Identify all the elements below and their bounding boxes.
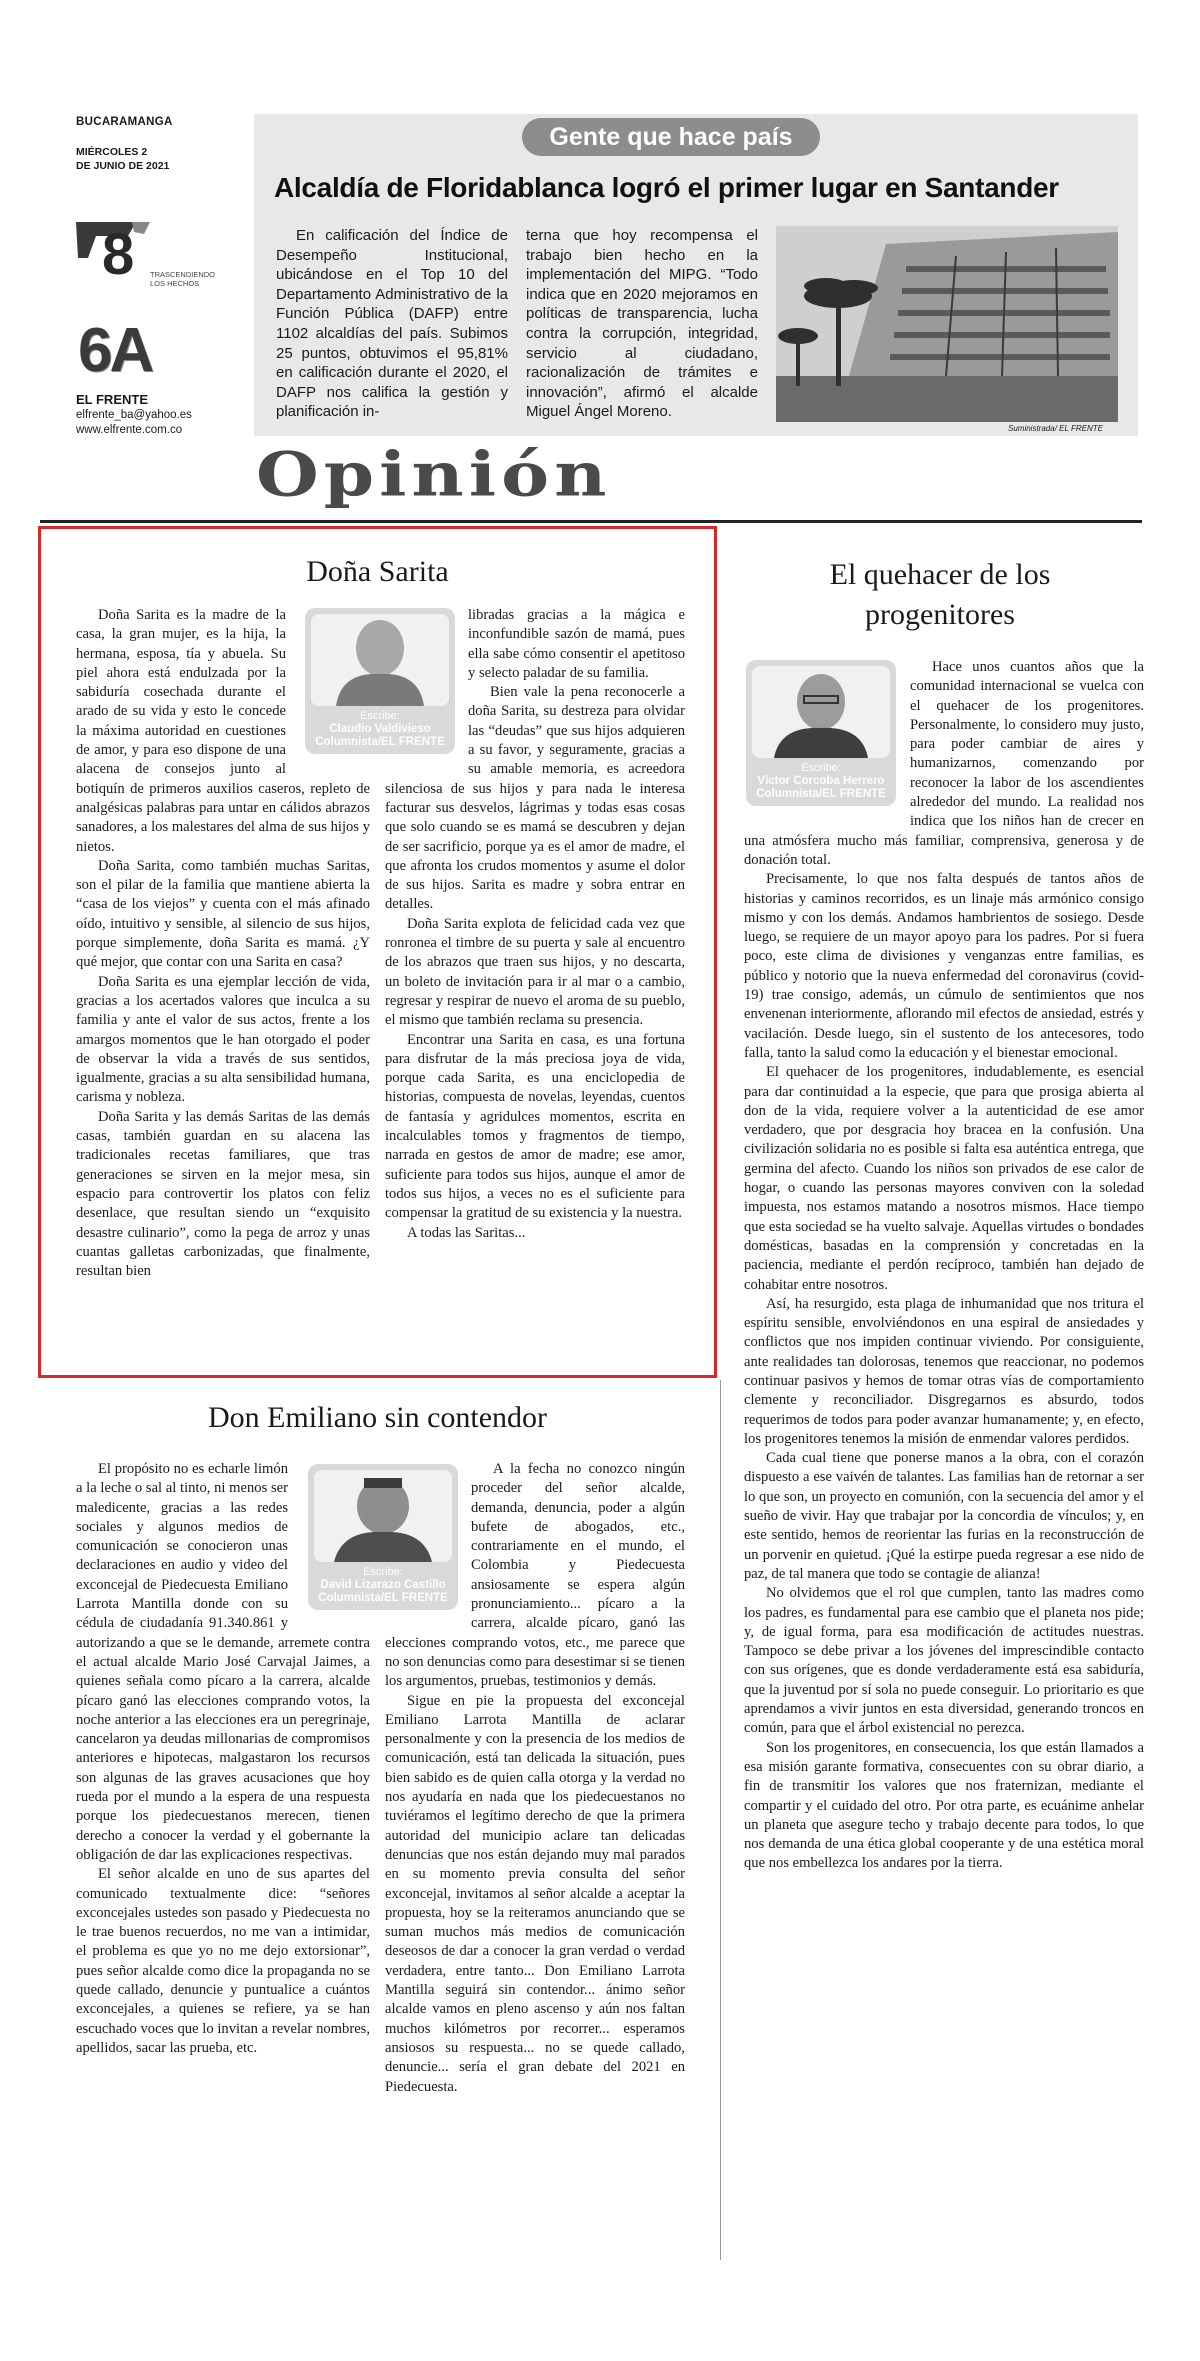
author-name: David Lizarazo Castillo	[320, 1579, 446, 1591]
article-title-sarita[interactable]: Doña Sarita	[306, 555, 449, 588]
building-photo-icon	[776, 226, 1118, 422]
sarita-left-column	[76, 606, 370, 1281]
column-divider	[720, 1380, 721, 2260]
photo-credit: Suministrada/ EL FRENTE	[1008, 424, 1103, 433]
section-label-pill	[522, 118, 820, 156]
section-label-text: Gente que hace país	[549, 123, 793, 151]
paragraph: A todas las Saritas...	[407, 1224, 526, 1241]
byline-writes: Escribe:	[363, 1566, 403, 1578]
paragraph: El señor alcalde en uno de sus apartes del comunicado textualmente dice: “señores exconcejales ustedes son pasado y Piedecuesta no le trae buenos recuerdos, no me van a intimidar, el problema es que yo no me dejo extorsionar”, pues señor alcalde como dice la propaganda no se quede callado, denuncie y puntualice a cuántos exconcejales, a quienes se refiere, ya se han escuchado voces que lo invitan a revelar nombres, apellidos, sacar las prueba, etc.	[76, 1866, 370, 2056]
top-story-photo	[776, 226, 1118, 422]
paragraph: Son los progenitores, en consecuencia, los que están llamados a esa misión garante formativa, consecuentes con su obrar diario, a fin de transmitir los valores que nos fraternizan, mediante el compartir y el cuidado del otro. Por otra parte, es ecuánime anhelar un planeta que asegure techo y trabajo decente para todos, lo que nos demanda de una ética global cooperante y de una estética moral que nos embellezca los andares por la tierra.	[744, 1739, 1144, 1872]
author-role: Columnista/EL FRENTE	[315, 736, 445, 748]
author-name: Víctor Corcoba Herrero	[757, 775, 885, 787]
author-role: Columnista/EL FRENTE	[318, 1592, 448, 1604]
section-title: Opinión	[256, 437, 612, 510]
article-title-emiliano[interactable]: Don Emiliano sin contendor	[207, 1401, 548, 1434]
paragraph: Así, ha resurgido, esta plaga de inhumanidad que nos tritura el espíritu sensible, envolviéndonos en una espiral de ansiedades y conflictos que nos impiden continuar viviendo. Por consiguiente, ante realidades tan dolorosas, tenemos que reaccionar, no podemos continuar pasivos y hemos de tomar otras vías de comportamiento clemente y reconciliador. Disgregarnos es absurdo, todos requerimos de todos para poder avanzar humanamente; y, en efecto, los progenitores tenemos la misión de enmendar valores perdidos.	[744, 1295, 1144, 1447]
page-number: 6A	[78, 316, 152, 385]
paragraph: libradas gracias a la mágica e inconfundible sazón de mamá, pues ella sabe cómo consentir el apetitoso y selecto paladar de su familia.	[468, 607, 685, 681]
masthead-date-line1: MIÉRCOLES 2	[76, 146, 148, 158]
sarita-right-column	[385, 606, 685, 1243]
paragraph: Sigue en pie la propuesta del exconcejal Emiliano Larrota Mantilla de aclarar personalmente y con la presencia de los medios de comunicación, está tan delicada la situación, pues bien sabido es de quien calla otorga y la verdad no nos ayudaría en nada que los piedecuestanos no tuviéramos el legítimo derecho de que la primera autoridad del municipio aclare tan delicadas denuncias que nos están dejando muy mal parados en su momento previa consulta del señor exconcejal, invitamos al señor alcalde a aceptar la propuesta, hoy se la reiteramos anunciando que se suman muchos más medios de comunicación deseosos de dar a conocer la gran verdad o verdad verdadera, entre tanto... Don Emiliano Larrota Mantilla seguirá sin contendor... ánimo señor alcalde vamos en pleno ascenso y aún nos faltan muchos kilómetros por recorrer... esperamos ansiosos su respuesta... no se quede callado, denuncie... sería el gran debate del 2021 en Piedecuesta.	[385, 1692, 685, 2095]
top-story-col1: En calificación del Índice de Desempeño Institucional, ubicándose en el Top 10 del Departamento Administrativo de la Función Pública (DAFP) entre 1102 alcaldías del país. Subimos 25 puntos, obtuvimos el 95,81% en calificación durante el 2020, el DAFP nos califica la gestión y planificación in-	[276, 227, 508, 421]
top-story-col2: terna que hoy recompensa el trabajo bien hecho en la implementación del MIPG. “Todo indica que en 2020 mejoramos en políticas de transparencia, lucha contra la corrupción, integridad, servicio al ciudadano, racionalización de trámites e innovación”, afirmó el alcalde Miguel Ángel Moreno.	[526, 227, 758, 421]
emiliano-left-column	[76, 1460, 370, 2058]
title-line: El quehacer de los	[829, 558, 1051, 591]
svg-text:8: 8	[102, 222, 135, 287]
masthead-city: BUCARAMANGA	[76, 116, 173, 128]
author-role: Columnista/EL FRENTE	[756, 788, 886, 800]
masthead-date-line2: DE JUNIO DE 2021	[76, 160, 170, 172]
paragraph: Doña Sarita es la madre de la casa, la gran mujer, es la hija, la hermana, esposa, tía y abuela. Su piel ahora está endulzada por la sabiduría cosechada durante el arado de su vida y esto le concede la máxima autoridad en cuestiones de amor, y para eso dispone de una alacena de consejos junto al botiquín de primeros auxilios caseros, repleto de analgésicas palabras para untar en cálidos abrazos sanadores, a los malestares del alma de sus hijos y nietos.	[76, 607, 370, 855]
paragraph: Doña Sarita y las demás Saritas de las demás casas, también guardan en su alacena las tradicionales recetas familiares, que tras generaciones se sirven en la mejor mesa, sin espacio para controvertir los platos con feliz desenlace, que resultan siendo un “exquisito desastre culinario”, como la pega de arroz y unas cuantas galletas carbonizadas, que finalmente, resultan bien	[76, 1108, 370, 1280]
paragraph: Encontrar una Sarita en casa, es una fortuna para disfrutar de la más preciosa joya de vida, porque cada Sarita, es una enciclopedia de historias, compuesta de novelas, leyendas, cuentos de fantasía y agridulces momentos, escrita en incalculables tomos y fragmentos de tiempo, narrada en gestos de amor de madre; ese amor, suficiente para todos sus hijos, aunque el amor de todos sus hijos, a veces no es el suficiente para compensar la gratitud de su existencia y la nuestra.	[385, 1031, 685, 1222]
title-line: progenitores	[865, 598, 1015, 631]
byline-writes: Escribe:	[360, 710, 400, 722]
paragraph: El propósito no es echarle limón a la leche o sal al tinto, ni menos ser maledicente, gracias a las redes sociales y algunos medios de comunicación se conocieron unas declaraciones en audio y video del exconcejal de Piedecuesta Emiliano Larrota Mantilla donde con su cédula de ciudadanía 91.340.861 y autorizando a que se le demande, arremete contra el actual alcalde Mario José Carvajal Jaimes, a quienes señala como pícaro a la carrera, alcalde pícaro ganó las elecciones comprando votos, la noche anterior a las elecciones era un peregrinaje, cancelaron ya deudas millonarias de compromisos anteriores e hipotecas, malgastaron los recursos son algunas de las graves acusaciones que hoy rueda por el mundo a la espera de una respuesta porque los piedecuestanos merecen, tienen derecho a conocer la verdad y el gobernante la obligación de dar las explicaciones respectivas.	[76, 1461, 370, 1863]
logo-tagline: TRASCENDIENDO LOS HECHOS	[150, 270, 216, 288]
paragraph: Doña Sarita explota de felicidad cada vez que ronronea el timbre de su puerta y sale al encuentro de los abrazos que traen sus hijos, y no descarta, un boleto de invitación para ir al mar o a cambio, regresar y respirar de nuevo el aroma de su pueblo, el mismo que también reclama su presencia.	[385, 915, 685, 1029]
paragraph: A la fecha no conozco ningún proceder del señor alcalde, demanda, denuncia, poder a algún bufete de abogados, etc., contrariamente en el mundo, el Colombia y Piedecuesta ansiosamente se espera algún pronunciamiento... pícaro a la carrera, alcalde pícaro, ganó las elecciones comprando votos, etc., me parece que no son denuncias como para desestimar si se tienen los argumentos, pruebas, testimonios y demás.	[385, 1461, 685, 1690]
emiliano-right-column	[385, 1460, 685, 2097]
top-story-headline[interactable]: Alcaldía de Floridablanca logró el primer lugar en Santander	[274, 172, 1059, 203]
contact-email[interactable]: elfrente_ba@yahoo.es	[76, 409, 192, 421]
paragraph: Doña Sarita, como también muchas Saritas, son el pilar de la familia que mantiene abierta la “casa de los viejos” y cuenta con el más afinado oído, intuitivo y sensible, al silencio de sus hijos, porque simplemente, doña Sarita es mamá. ¿Y qué mejor, que contar con una Sarita en casa?	[76, 857, 370, 971]
paragraph: Bien vale la pena reconocerle a doña Sarita, su destreza para olvidar las “deudas” que sus hijos adquieren a su favor, y seguramente, gracias a su amable memoria, es acreedora silenciosa de sus hijos y para nada le interesa facturar sus desvelos, lágrimas y todas esas cosas que solo cuando se es mamá se descubren y dejan de ser sacrificio, porque ya es el amor de madre, el que afronta los crudos momentos y asume el dolor de sus hijos. Sarita es madre y sobra entrar en detalles.	[385, 684, 685, 913]
paragraph: Precisamente, lo que nos falta después de tantos años de historias y caminos recorridos, es un linaje más armónico consigo mismo y con los demás. Andamos hambrientos de sosiego. Desde luego, se requiere de un mayor apoyo para los padres. Por si fuera poco, este clima de divisiones y venganzas entre familias, es público y notorio que la nueva enfermedad del coronavirus (covid-19) trae consigo, además, un cúmulo de sentimientos que nos envenenan interiormente, aflorando mil efectos de ansiedad, estrés y vacilación. Desde luego, sin el sustento de los antecesores, todo falla, tanto la salud como la educación y el bienestar emocional.	[744, 871, 1144, 1061]
paragraph: Cada cual tiene que ponerse manos a la obra, con el corazón dispuesto a ese vaivén de talantes. Las familias han de retornar a ser lo que son, un proyecto en comunión, con la secuencia del amor y el sueño de vivir. Hay que trabajar por la concordia de vínculos; y, en este sentido, hemos de reorientar las furias en la reconstrucción de un porvenir en quietud. ¡Qué la estirpe pueda regresar a ese nido de paz, de tal manera que todo se contagie de alianza!	[744, 1450, 1144, 1582]
section-rule	[40, 520, 1142, 523]
author-name: Claudio Valdivieso	[329, 723, 431, 735]
paragraph: Doña Sarita es una ejemplar lección de vida, gracias a los acertados valores que inculca a su familia y ante el valor de sus actos, frente a los amargos momentos que le han otorgado el poder de observar la vida a través de sus sentidos, igualmente, gracias a su alta sensibilidad humana, carisma y nobleza.	[76, 973, 370, 1106]
paragraph: Hace unos cuantos años que la comunidad internacional se vuelca con el quehacer de los progenitores. Personalmente, lo considero muy justo, para poder cambiar de aires y humanizarnos, comenzando por reconocer la labor de los ascendientes alrededor del mundo. La realidad nos indica que los niños han de crecer en una atmósfera mucho más familiar, comprensiva, generosa y de donación total.	[744, 659, 1144, 868]
website-link[interactable]: www.elfrente.com.co	[76, 424, 183, 436]
progenitores-column	[744, 658, 1144, 1874]
paper-name: EL FRENTE	[76, 392, 148, 407]
paragraph: No olvidemos que el rol que cumplen, tanto las madres como los padres, es fundamental para ese cambio que el planeta nos pide; y, de igual forma, para esa modificación de actitudes nuestras. Tampoco se debe privar a los jóvenes del imprescindible contacto con sus orígenes, que es donde verdaderamente está esa sabiduría, que la juventud por sí sola no puede conseguir. Lo prioritario es que aprendamos a vivir juntos en esta diversidad, generando troncos en común, para que el árbol existencial no perezca.	[744, 1585, 1144, 1737]
byline-writes: Escribe:	[801, 762, 841, 774]
paragraph: El quehacer de los progenitores, indudablemente, es esencial para dar continuidad a la especie, que para que prosiga abierta al don de la vida, requiere volver a la autenticidad de ese amor verdadero, que por desgracia hoy bracea en la confusión. Una civilización solidaria no es posible si falta esa auténtica entrega, que germina del afecto. Cuando los niños son privados de ese calor de hogar, o cuando las personas mayores conviven con la soledad impuesta, nos estamos matando a nosotros mismos. Hace tiempo que esta sociedad se ha vuelto salvaje. Aquellas virtudes o bondades domésticas, basadas en la comprensión y concretadas en la paciencia, mediante el perdón recíproco, también han dejado de cohabitar entre nosotros.	[744, 1064, 1144, 1293]
article-title-progenitores[interactable]	[740, 555, 1140, 635]
